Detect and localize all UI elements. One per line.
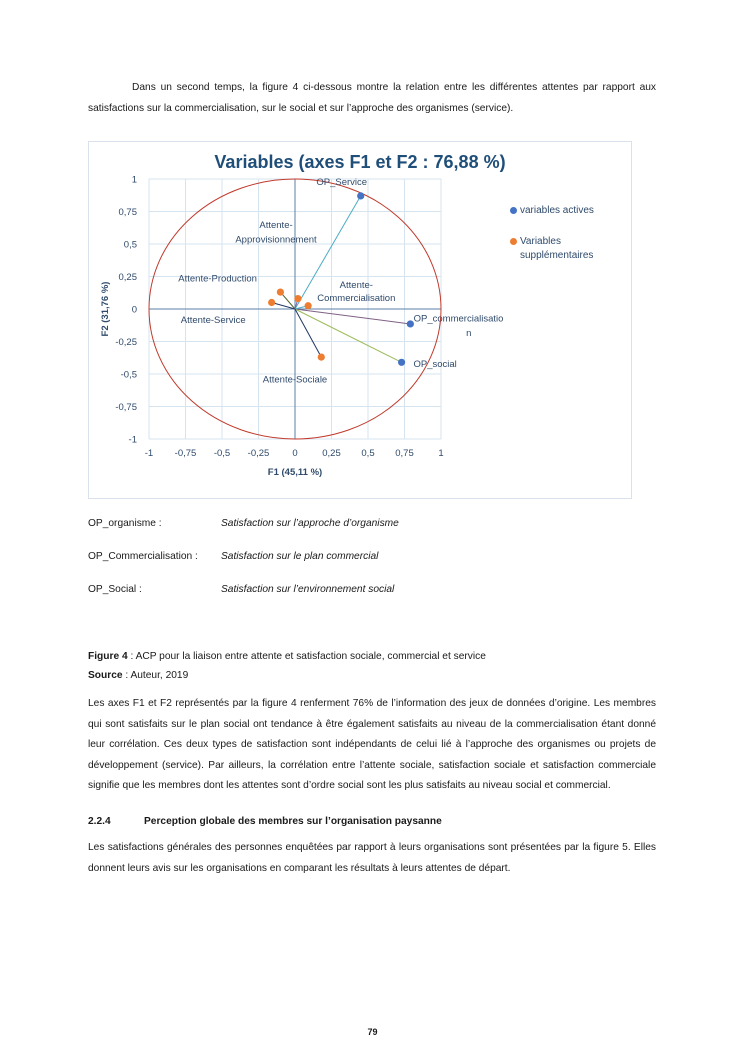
vector-line	[272, 303, 295, 310]
legend-label-supp-2: supplémentaires	[520, 250, 594, 261]
source-text: : Auteur, 2019	[122, 670, 189, 681]
y-axis-title: F2 (31,76 %)	[100, 281, 111, 337]
vector-line	[295, 309, 410, 324]
x-tick-label: -0,75	[174, 448, 197, 459]
section-number: 2.2.4	[88, 816, 111, 827]
definition-value: Satisfaction sur l’approche d’organisme	[221, 518, 399, 529]
point-label: OP_social	[413, 359, 457, 371]
point-label: Attente-Service	[180, 314, 246, 326]
data-point	[268, 299, 275, 306]
y-tick-label: -0,5	[120, 369, 137, 381]
figure-label: Figure 4	[88, 651, 128, 662]
figure-caption-text: : ACP pour la liaison entre attente et satisfaction sociale, commercial et service	[127, 651, 486, 662]
definition-key: OP_organisme :	[88, 518, 162, 529]
point-label: Attente-	[339, 279, 373, 291]
y-tick-label: 0,5	[123, 239, 137, 251]
x-tick-label: 0,5	[361, 448, 375, 459]
section-paragraph: Les satisfactions générales des personnes enquêtées par rapport à leurs organisations sont présentées par la figure 5. Elles donnent leurs avis sur les organisations en comparant les résultats à leurs attentes de départ.	[88, 842, 656, 874]
chart-plot	[89, 142, 631, 498]
analysis-paragraph: Les axes F1 et F2 représentés par la figure 4 renferment 76% de l’information des jeux de données d’origine. Les membres qui sont satisfaits sur le plan social ont tendance à être également satisfaits au niveau de la commercialisation étant donné leur corrélation. Ces deux types de satisfaction sont indépendants de celui lié à l’approche des organismes ou projets de développement (service). Par ailleurs, la corrélation entre l’attente sociale, satisfaction sociale et satisfaction commerciale signifie que les membres dont les attentes sont d’ordre social sont les plus satisfaits au niveau social et commercial.	[88, 698, 656, 791]
x-tick-label: -1	[144, 448, 154, 459]
y-tick-label: 0	[131, 304, 137, 316]
definition-key: OP_Social :	[88, 584, 142, 595]
y-tick-label: 1	[131, 174, 137, 186]
vector-line	[295, 309, 402, 362]
x-tick-label: -0,5	[213, 448, 231, 459]
source-label: Source	[88, 670, 123, 681]
section-heading	[88, 816, 442, 827]
legend-label-active: variables actives	[520, 205, 594, 216]
x-tick-label: 0,75	[395, 448, 414, 459]
y-tick-label: -1	[128, 434, 137, 446]
chart-title: Variables (axes F1 et F2 : 76,88 %)	[214, 152, 506, 172]
data-point	[305, 302, 312, 309]
x-tick-label: 0	[292, 448, 298, 459]
intro-paragraph: Dans un second temps, la figure 4 ci-dessous montre la relation entre les différentes attentes par rapport aux satisfactions sur la commercialisation, sur le social et sur l’approche des organismes (service).	[88, 82, 656, 114]
y-tick-label: 0,75	[118, 207, 137, 218]
figure-caption	[88, 651, 486, 662]
point-label: Commercialisation	[317, 292, 396, 304]
point-label: Approvisionnement	[235, 234, 317, 246]
x-axis-title: F1 (45,11 %)	[267, 467, 323, 478]
chart-legend	[510, 204, 594, 263]
definition-value: Satisfaction sur l’environnement social	[221, 584, 395, 595]
legend-dot-supplementary-icon	[510, 238, 517, 245]
x-tick-label: 0,25	[322, 448, 341, 459]
data-point	[357, 192, 364, 199]
data-point	[277, 289, 284, 296]
data-point	[318, 354, 325, 361]
data-point	[398, 359, 405, 366]
y-tick-label: 0,25	[118, 272, 137, 283]
legend-item-active	[510, 204, 594, 218]
legend-dot-active-icon	[510, 207, 517, 214]
x-tick-label: 1	[438, 448, 444, 459]
y-tick-label: -0,75	[115, 402, 137, 413]
point-label: Attente-	[259, 220, 293, 231]
data-point	[294, 295, 301, 302]
page-number: 79	[367, 1027, 378, 1037]
point-label: OP_Service	[316, 177, 368, 189]
definition-value: Satisfaction sur le plan commercial	[221, 551, 379, 562]
point-label: OP_commercialisatio	[413, 313, 504, 325]
point-label: Attente-Sociale	[262, 374, 328, 386]
x-tick-label: -0,25	[247, 448, 270, 459]
section-title: Perception globale des membres sur l’organisation paysanne	[144, 816, 442, 827]
pca-chart	[88, 141, 632, 499]
definition-key: OP_Commercialisation :	[88, 551, 198, 562]
legend-item-supplementary	[510, 235, 594, 263]
figure-source	[88, 670, 188, 681]
point-label: Attente-Production	[178, 273, 257, 285]
y-tick-label: -0,25	[115, 337, 137, 348]
legend-label-supp-1: Variables	[520, 236, 561, 247]
point-label: n	[466, 327, 472, 339]
vector-line	[295, 309, 321, 357]
